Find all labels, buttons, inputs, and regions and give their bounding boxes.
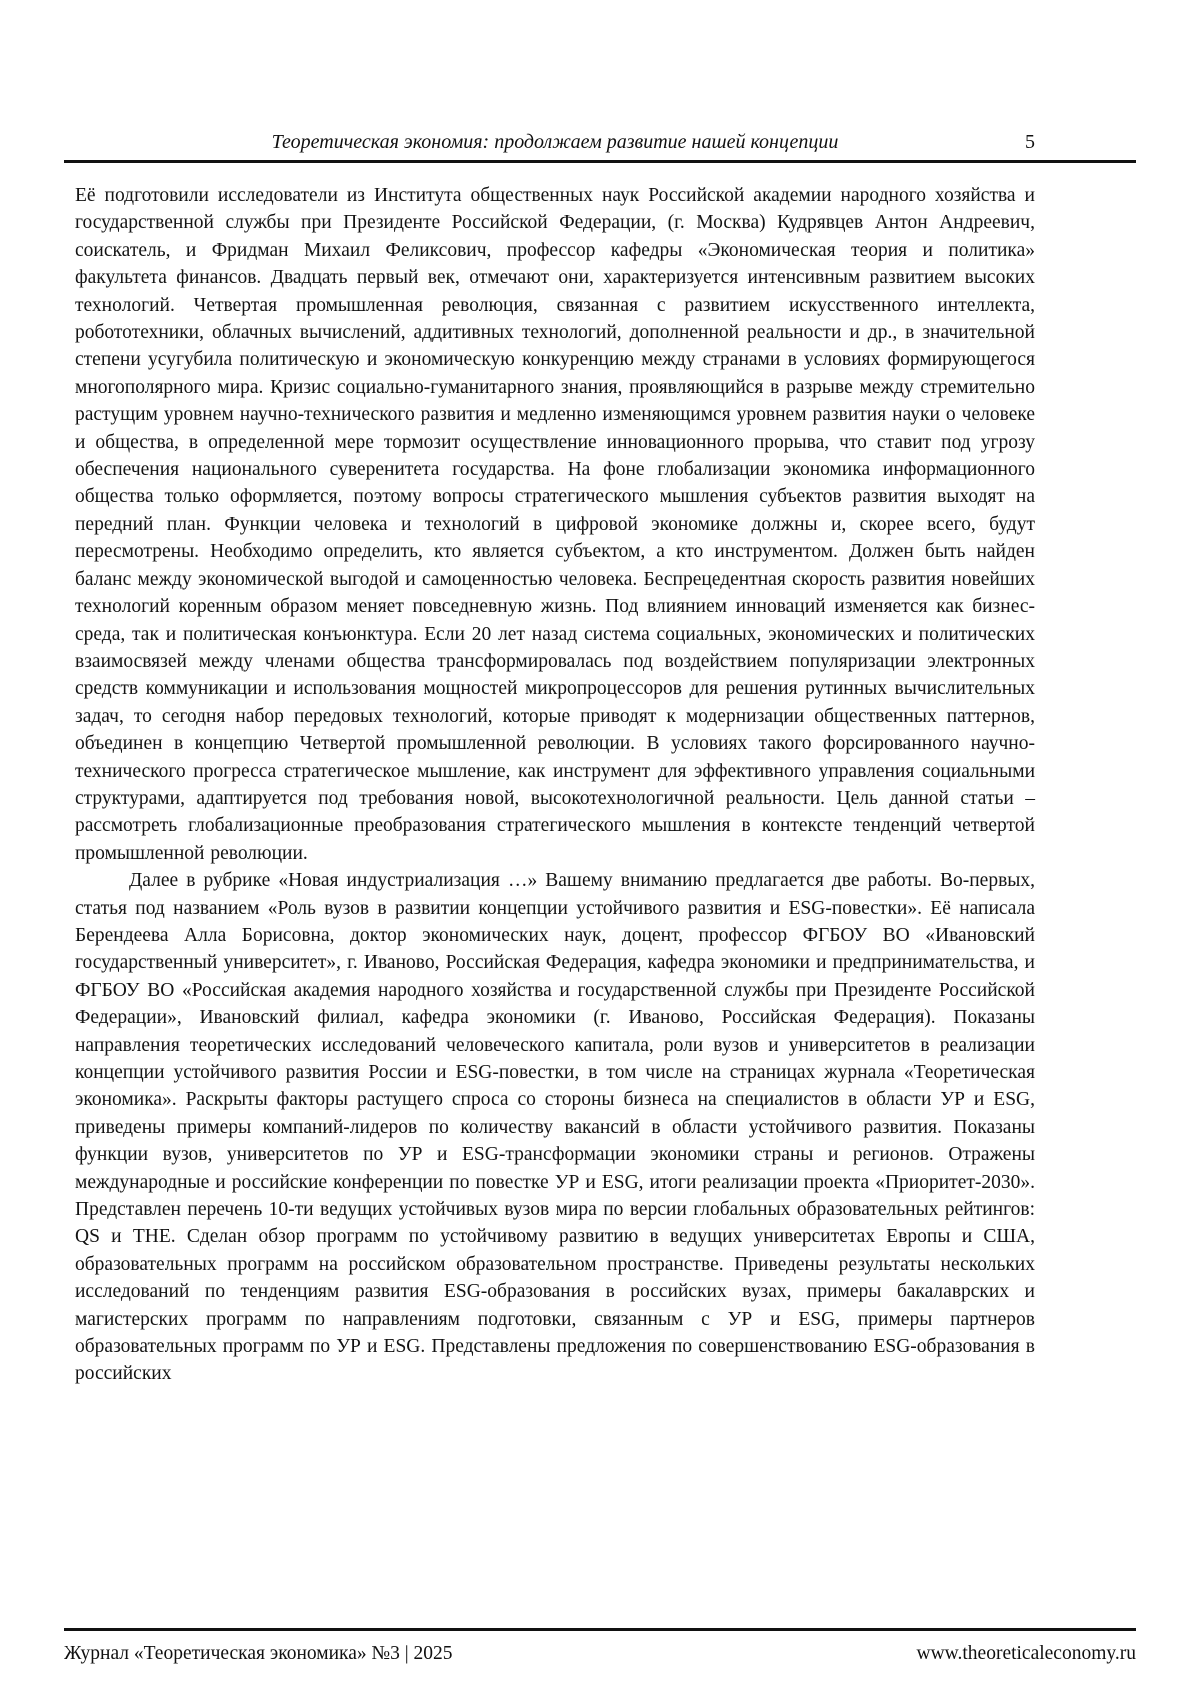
footer-journal-info: Журнал «Теоретическая экономика» №3 | 2025: [64, 1643, 453, 1664]
body-paragraph-1: Её подготовили исследователи из Института общественных наук Российской академии народного хозяйства и государственной службы при Президенте Российской Федерации, (г. Москва) Кудрявцев Антон Андреевич, соискатель, и Фридман Михаил Феликсович, профессор кафедры «Экономическая теория и политика» факультета финансов. Двадцать первый век, отмечают они, характеризуется интенсивным развитием высоких технологий. Четвертая промышленная революция, связанная с развитием искусственного интеллекта, робототехники, облачных вычислений, аддитивных технологий, дополненной реальности и др., в значительной степени усугубила политическую и экономическую конкуренцию между странами в условиях формирующегося многополярного мира. Кризис социально-гуманитарного знания, проявляющийся в разрыве между стремительно растущим уровнем научно-технического развития и медленно изменяющимся уровнем развития науки о человеке и общества, в определенной мере тормозит осуществление инновационного прорыва, что ставит под угрозу обеспечения национального суверенитета государства. На фоне глобализации экономика информационного общества только оформляется, поэтому вопросы стратегического мышления субъектов развития выходят на передний план. Функции человека и технологий в цифровой экономике должны и, скорее всего, будут пересмотрены. Необходимо определить, кто является субъектом, а кто инструментом. Должен быть найден баланс между экономической выгодой и самоценностью человека. Беспрецедентная скорость развития новейших технологий коренным образом меняет повседневную жизнь. Под влиянием инноваций изменяется как бизнес-среда, так и политическая конъюнктура. Если 20 лет назад система социальных, экономических и политических взаимосвязей между членами общества трансформировалась под воздействием популяризации электронных средств коммуникации и использования мощностей микропроцессоров для решения рутинных вычислительных задач, то сегодня набор передовых технологий, которые приводят к модернизации общественных паттернов, объединен в концепцию Четвертой промышленной революции. В условиях такого форсированного научно-технического прогресса стратегическое мышление, как инструмент для эффективного управления социальными структурами, адаптируется под требования новой, высокотехнологичной реальности. Цель данной статьи – рассмотреть глобализационные преобразования стратегического мышления в контексте тенденций четвертой промышленной революции.: [75, 185, 1035, 864]
page-header: [75, 129, 1035, 155]
footer-website: www.theoreticaleconomy.ru: [916, 1643, 1136, 1664]
page-number: 5: [1025, 131, 1035, 153]
header-rule: [64, 160, 1136, 163]
page-footer: [64, 1641, 1136, 1667]
body-paragraph-2: Далее в рубрике «Новая индустриализация …» Вашему вниманию предлагается две работы. Во-первых, статья под названием «Роль вузов в развитии концепции устойчивого развития и ESG-повестки». Её написала Берендеева Алла Борисовна, доктор экономических наук, доцент, профессор ФГБОУ ВО «Ивановский государственный университет», г. Иваново, Российская Федерация, кафедра экономики и предпринимательства, и ФГБОУ ВО «Российская академия народного хозяйства и государственной службы при Президенте Российской Федерации», Ивановский филиал, кафедра экономики (г. Иваново, Российская Федерация). Показаны направления теоретических исследований человеческого капитала, роли вузов и университетов в реализации концепции устойчивого развития России и ESG-повестки, в том числе на страницах журнала «Теоретическая экономика». Раскрыты факторы растущего спроса со стороны бизнеса на специалистов в области УР и ESG, приведены примеры компаний-лидеров по количеству вакансий в области устойчивого развития. Показаны функции вузов, университетов по УР и ESG-трансформации экономики страны и регионов. Отражены международные и российские конференции по повестке УР и ESG, итоги реализации проекта «Приоритет-2030». Представлен перечень 10-ти ведущих устойчивых вузов мира по версии глобальных образовательных рейтингов: QS и THE. Сделан обзор программ по устойчивому развитию в ведущих университетах Европы и США, образовательных программ на российском образовательном пространстве. Приведены результаты нескольких исследований по тенденциям развития ESG-образования в российских вузах, примеры бакалаврских и магистерских программ по направлениям подготовки, связанным с УР и ESG, примеры партнеров образовательных программ по УР и ESG. Представлены предложения по совершенствованию ESG-образования в российских: [75, 870, 1035, 1385]
running-title: Теоретическая экономия: продолжаем развитие нашей концепции: [271, 131, 839, 153]
footer-rule: [64, 1628, 1136, 1631]
article-body: [75, 182, 1035, 1388]
